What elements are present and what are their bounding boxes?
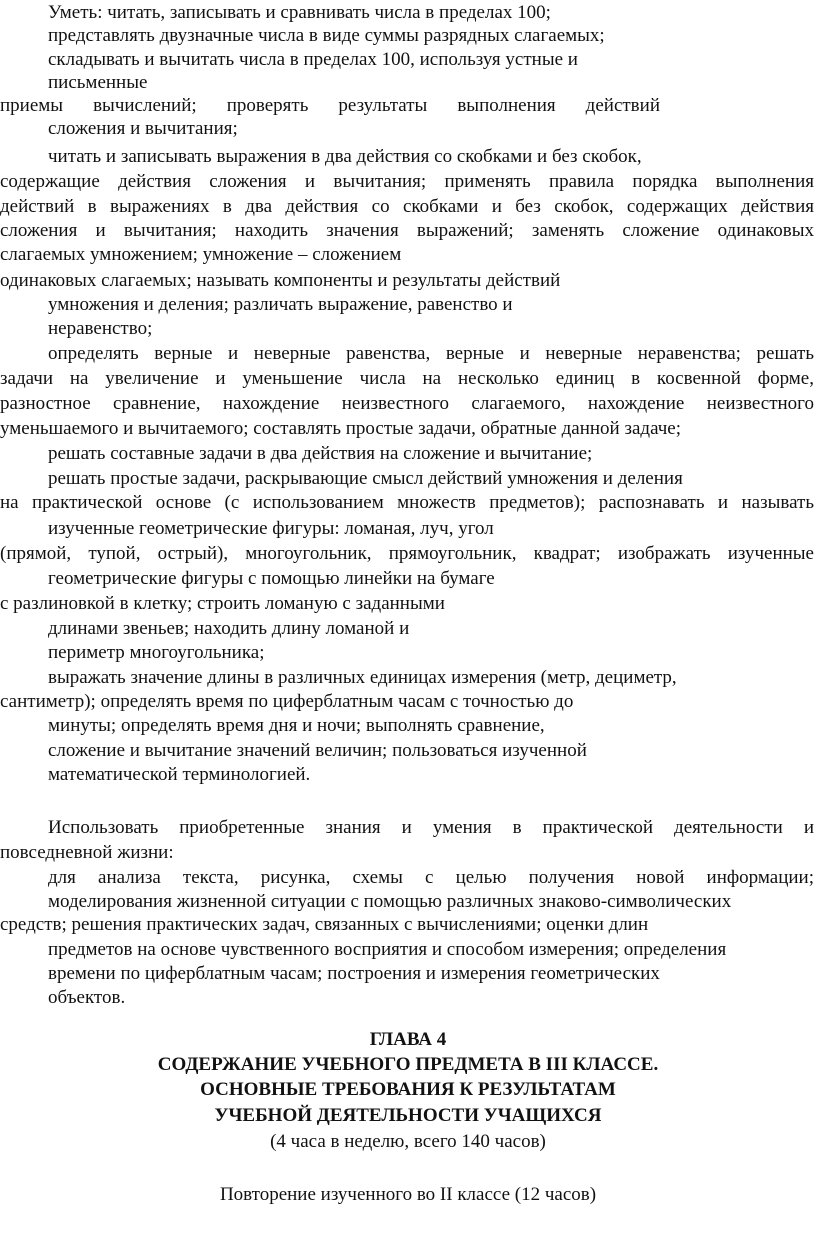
- text-line: решать простые задачи, раскрывающие смысл действий умножения и деления: [48, 468, 683, 489]
- chapter-number: ГЛАВА 4: [369, 1029, 447, 1050]
- text-line: с разлиновкой в клетку; строить ломаную с заданными: [0, 593, 445, 614]
- text-line: одинаковых слагаемых; называть компоненты и результаты действий: [0, 270, 561, 291]
- text-line: Уметь: читать, записывать и сравнивать числа в пределах 100;: [48, 2, 551, 23]
- text-line: времени по циферблатным часам; построения и измерения геометрических: [48, 963, 660, 984]
- text-line: письменные: [48, 72, 148, 93]
- chapter-subtitle: УЧЕБНОЙ ДЕЯТЕЛЬНОСТИ УЧАЩИХСЯ: [214, 1105, 602, 1126]
- text-line: приемы вычислений; проверять результаты выполнения действий: [0, 95, 660, 116]
- text-line: содержащие действия сложения и вычитания; применять правила порядка выполнения: [0, 171, 814, 192]
- text-line: действий в выражениях в два действия со скобками и без скобок, содержащих действия: [0, 196, 814, 217]
- text-line: математической терминологией.: [48, 764, 311, 785]
- text-line: неравенство;: [48, 318, 153, 339]
- chapter-title: СОДЕРЖАНИЕ УЧЕБНОГО ПРЕДМЕТА В III КЛАССЕ.: [157, 1054, 659, 1075]
- text-line: повседневной жизни:: [0, 842, 174, 863]
- text-line: средств; решения практических задач, связанных с вычислениями; оценки длин: [0, 914, 649, 935]
- text-line: складывать и вычитать числа в пределах 100, используя устные и: [48, 49, 578, 70]
- text-line: Использовать приобретенные знания и умения в практической деятельности и: [48, 817, 814, 838]
- text-line: задачи на увеличение и уменьшение числа на несколько единиц в косвенной форме,: [0, 368, 814, 389]
- text-line: разностное сравнение, нахождение неизвестного слагаемого, нахождение неизвестного: [0, 393, 814, 414]
- text-line: умножения и деления; различать выражение, равенство и: [48, 294, 513, 315]
- text-line: геометрические фигуры с помощью линейки на бумаге: [48, 568, 495, 589]
- text-line: изученные геометрические фигуры: ломаная, луч, угол: [48, 518, 494, 539]
- text-line: для анализа текста, рисунка, схемы с целью получения новой информации;: [48, 867, 814, 888]
- text-line: минуты; определять время дня и ночи; выполнять сравнение,: [48, 715, 545, 736]
- hours-note: (4 часа в неделю, всего 140 часов): [270, 1131, 546, 1152]
- text-line: определять верные и неверные равенства, верные и неверные неравенства; решать: [48, 343, 814, 364]
- text-line: сантиметр); определять время по циферблатным часам с точностью до: [0, 691, 574, 712]
- section-title: Повторение изученного во II классе (12 часов): [219, 1184, 597, 1205]
- text-line: периметр многоугольника;: [48, 642, 265, 663]
- text-line: решать составные задачи в два действия на сложение и вычитание;: [48, 443, 593, 464]
- text-line: уменьшаемого и вычитаемого; составлять простые задачи, обратные данной задаче;: [0, 418, 682, 439]
- text-line: (прямой, тупой, острый), многоугольник, прямоугольник, квадрат; изображать изученные: [0, 543, 814, 564]
- text-line: на практической основе (с использованием множеств предметов); распознавать и называть: [0, 492, 814, 513]
- text-line: слагаемых умножением; умножение – сложением: [0, 244, 402, 265]
- text-line: моделирования жизненной ситуации с помощью различных знаково-символических: [48, 891, 732, 912]
- text-line: представлять двузначные числа в виде суммы разрядных слагаемых;: [48, 25, 605, 46]
- text-line: длинами звеньев; находить длину ломаной и: [48, 618, 410, 639]
- text-line: сложение и вычитание значений величин; пользоваться изученной: [48, 740, 587, 761]
- text-line: сложения и вычитания;: [48, 118, 238, 139]
- text-line: выражать значение длины в различных единицах измерения (метр, дециметр,: [48, 667, 677, 688]
- text-line: предметов на основе чувственного восприятия и способом измерения; определения: [48, 939, 727, 960]
- chapter-subtitle: ОСНОВНЫЕ ТРЕБОВАНИЯ К РЕЗУЛЬТАТАМ: [200, 1079, 616, 1100]
- text-line: читать и записывать выражения в два действия со скобками и без скобок,: [48, 146, 642, 167]
- text-line: объектов.: [48, 987, 126, 1008]
- text-line: сложения и вычитания; находить значения выражений; заменять сложение одинаковых: [0, 220, 814, 241]
